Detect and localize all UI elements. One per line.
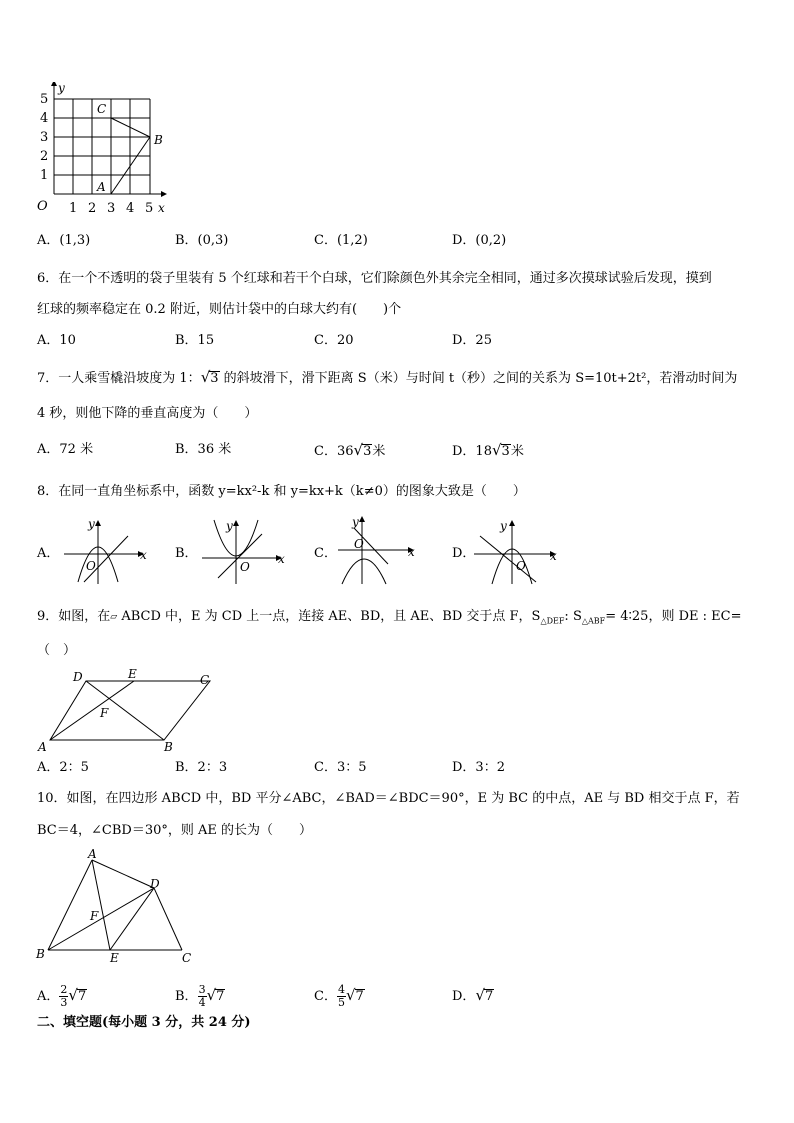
q9-label-e: E bbox=[128, 667, 137, 681]
q9-label-b: B bbox=[164, 740, 173, 754]
grid-y-tick: 5 bbox=[40, 92, 49, 107]
q10-quadrilateral-figure bbox=[34, 846, 204, 968]
sqrt-icon: √ bbox=[345, 986, 356, 1004]
point-label-a: A bbox=[97, 180, 106, 194]
section-2-heading: 二、填空题(每小题 3 分，共 24 分) bbox=[37, 1015, 251, 1030]
q7-text-a: 7．一人乘雪橇沿坡度为 1： bbox=[37, 371, 201, 386]
q8-b-origin: O bbox=[240, 560, 250, 574]
q10-option-b-fraction bbox=[198, 984, 207, 1009]
q9-text-b: ABCD 中，E 为 CD 上一点，连接 AE、BD，且 AE、BD 交于点 F， bbox=[117, 609, 532, 624]
q10-option-a-numerator: 2 bbox=[60, 983, 68, 996]
q7-question-line1 bbox=[37, 368, 737, 388]
q8-graph-d bbox=[470, 516, 562, 586]
grid-y-tick: 3 bbox=[40, 130, 49, 145]
q8-d-x-label: x bbox=[550, 549, 557, 563]
q10-option-c-fraction bbox=[337, 984, 346, 1009]
sqrt-icon: √ bbox=[353, 441, 364, 459]
q7-option-b: B．36 米 bbox=[175, 442, 232, 457]
grid-y-tick: 4 bbox=[40, 111, 49, 126]
q6-option-a: A．10 bbox=[37, 333, 76, 348]
q9-label-c: C bbox=[200, 673, 210, 687]
q8-graph-b bbox=[198, 516, 288, 586]
q7-option-d-post: 米 bbox=[510, 444, 524, 459]
q10-option-b-sqrt: 7 bbox=[216, 989, 225, 1004]
q7-option-d-pre: D．18 bbox=[452, 444, 492, 459]
q10-option-c-numerator: 4 bbox=[337, 983, 345, 996]
q6-question-line1: 6．在一个不透明的袋子里装有 5 个红球和若干个白球，它们除颜色外其余完全相同，通过多次摸球试验后发现，摸到 bbox=[37, 271, 712, 286]
q10-option-b-denominator: 4 bbox=[198, 996, 206, 1009]
q9-ratio: = 4∶25 bbox=[605, 609, 649, 624]
point-label-b: B bbox=[154, 133, 163, 147]
q10-label-f: F bbox=[90, 909, 99, 923]
q8-option-d-label: D． bbox=[452, 546, 476, 561]
q9-text-a: 9．如图，在 bbox=[37, 609, 111, 624]
q9-colon: : bbox=[564, 609, 569, 624]
q9-parallelogram-figure bbox=[36, 667, 226, 757]
q10-option-b bbox=[175, 978, 225, 1014]
q10-option-b-numerator: 3 bbox=[198, 983, 206, 996]
q10-option-c-label: C． bbox=[314, 989, 337, 1004]
q9-area-s1: S bbox=[531, 609, 541, 624]
q5-option-a: A．(1,3) bbox=[37, 233, 91, 248]
grid-origin-label: O bbox=[37, 199, 48, 214]
q10-option-c-denominator: 5 bbox=[337, 996, 345, 1009]
q10-label-d: D bbox=[150, 877, 160, 891]
sqrt-icon: √ bbox=[206, 986, 217, 1004]
q8-graph-a bbox=[60, 516, 150, 586]
q8-c-origin: O bbox=[354, 537, 364, 551]
q7-option-d-sqrt: 3 bbox=[501, 444, 510, 459]
q8-d-origin: O bbox=[516, 559, 526, 573]
q7-option-a: A．72 米 bbox=[37, 442, 94, 457]
q10-label-a: A bbox=[88, 847, 97, 861]
q9-option-c: C．3：5 bbox=[314, 760, 367, 775]
q5-option-c: C．(1,2) bbox=[314, 233, 368, 248]
grid-y-tick: 2 bbox=[40, 149, 49, 164]
q10-option-c bbox=[314, 978, 365, 1014]
q10-option-a-sqrt: 7 bbox=[77, 989, 87, 1004]
q8-option-b-label: B． bbox=[175, 546, 198, 561]
grid-x-tick: 2 bbox=[88, 201, 97, 216]
grid-x-tick: 1 bbox=[69, 201, 78, 216]
q8-question-line1: 8．在同一直角坐标系中，函数 y=kx²-k 和 y=kx+k（k≠0）的图象大致是（ ） bbox=[37, 484, 526, 499]
q9-option-b: B．2：3 bbox=[175, 760, 228, 775]
q10-option-d-label: D． bbox=[452, 989, 476, 1004]
q8-d-y-label: y bbox=[500, 519, 507, 533]
q8-option-c-label: C． bbox=[314, 546, 337, 561]
grid-x-axis-label: x bbox=[158, 201, 165, 215]
q7-option-c-post: 米 bbox=[372, 444, 386, 459]
q8-a-x-label: x bbox=[140, 548, 147, 562]
q8-b-x-label: x bbox=[278, 552, 285, 566]
q9-tail: ，则 DE : EC= bbox=[648, 609, 742, 624]
q7-question-line2: 4 秒，则他下降的垂直高度为（ ） bbox=[37, 406, 258, 421]
q8-option-a-label: A． bbox=[37, 546, 60, 561]
q9-option-a: A．2：5 bbox=[37, 760, 89, 775]
q8-c-y-label: y bbox=[352, 515, 359, 529]
sqrt-icon: √ bbox=[68, 986, 78, 1004]
q8-b-y-label: y bbox=[226, 519, 233, 533]
q9-label-f: F bbox=[100, 706, 109, 720]
grid-x-tick: 5 bbox=[145, 201, 154, 216]
point-label-c: C bbox=[97, 102, 107, 116]
q10-option-a-fraction bbox=[59, 984, 68, 1009]
q10-option-a-label: A． bbox=[37, 989, 60, 1004]
q9-question-line2: （ ） bbox=[37, 643, 77, 658]
q10-option-d bbox=[452, 978, 494, 1014]
q9-area-s1-sub: △DEF bbox=[540, 616, 565, 626]
q5-option-d: D．(0,2) bbox=[452, 233, 507, 248]
q10-question-line1: 10．如图，在四边形 ABCD 中，BD 平分∠ABC，∠BAD＝∠BDC＝90°，E 为 BC 的中点，AE 与 BD 相交于点 F，若 bbox=[37, 791, 740, 806]
q6-option-c: C．20 bbox=[314, 333, 354, 348]
q8-a-y-label: y bbox=[88, 517, 95, 531]
q10-option-c-sqrt: 7 bbox=[355, 989, 364, 1004]
q7-text-b: 的斜坡滑下，滑下距离 S（米）与时间 t（秒）之间的关系为 S=10t+2t²，若滑动时间为 bbox=[219, 371, 738, 386]
grid-y-axis-label: y bbox=[58, 82, 65, 95]
q9-label-d: D bbox=[73, 670, 83, 684]
q6-question-line2: 红球的频率稳定在 0.2 附近，则估计袋中的白球大约有( )个 bbox=[37, 302, 402, 317]
q10-option-d-sqrt: 7 bbox=[485, 989, 494, 1004]
q7-option-d bbox=[452, 441, 524, 461]
q9-label-a: A bbox=[38, 740, 47, 754]
q9-area-s2-sub: △ABF bbox=[581, 616, 606, 626]
q8-graph-c bbox=[334, 514, 424, 588]
q8-c-x-label: x bbox=[408, 545, 415, 559]
q9-area-s2: S bbox=[572, 609, 582, 624]
parallelogram-symbol-icon: ▱ bbox=[110, 612, 118, 622]
sqrt-icon: √ bbox=[491, 441, 502, 459]
q8-a-origin: O bbox=[86, 559, 96, 573]
grid-x-tick: 4 bbox=[126, 201, 135, 216]
q10-label-e: E bbox=[110, 951, 119, 965]
q10-question-line2: BC＝4，∠CBD＝30°，则 AE 的长为（ ） bbox=[37, 823, 313, 838]
q10-option-b-label: B． bbox=[175, 989, 198, 1004]
q7-option-c-sqrt: 3 bbox=[363, 444, 372, 459]
grid-x-tick: 3 bbox=[107, 201, 116, 216]
q6-option-d: D．25 bbox=[452, 333, 492, 348]
q7-option-c-pre: C．36 bbox=[314, 444, 354, 459]
q7-sqrt-value: 3 bbox=[210, 371, 219, 386]
q6-option-b: B．15 bbox=[175, 333, 215, 348]
q9-option-d: D．3：2 bbox=[452, 760, 505, 775]
sqrt-icon: √ bbox=[475, 986, 485, 1004]
sqrt-icon: √ bbox=[200, 368, 211, 386]
q10-label-c: C bbox=[182, 951, 192, 965]
q10-label-b: B bbox=[36, 947, 45, 961]
q9-question-line1 bbox=[37, 608, 741, 631]
q5-option-b: B．(0,3) bbox=[175, 233, 229, 248]
q7-option-c bbox=[314, 441, 385, 461]
coordinate-grid-figure bbox=[34, 82, 174, 217]
q10-option-a-denominator: 3 bbox=[60, 996, 68, 1009]
q10-option-a bbox=[37, 978, 87, 1014]
grid-y-tick: 1 bbox=[40, 168, 49, 183]
